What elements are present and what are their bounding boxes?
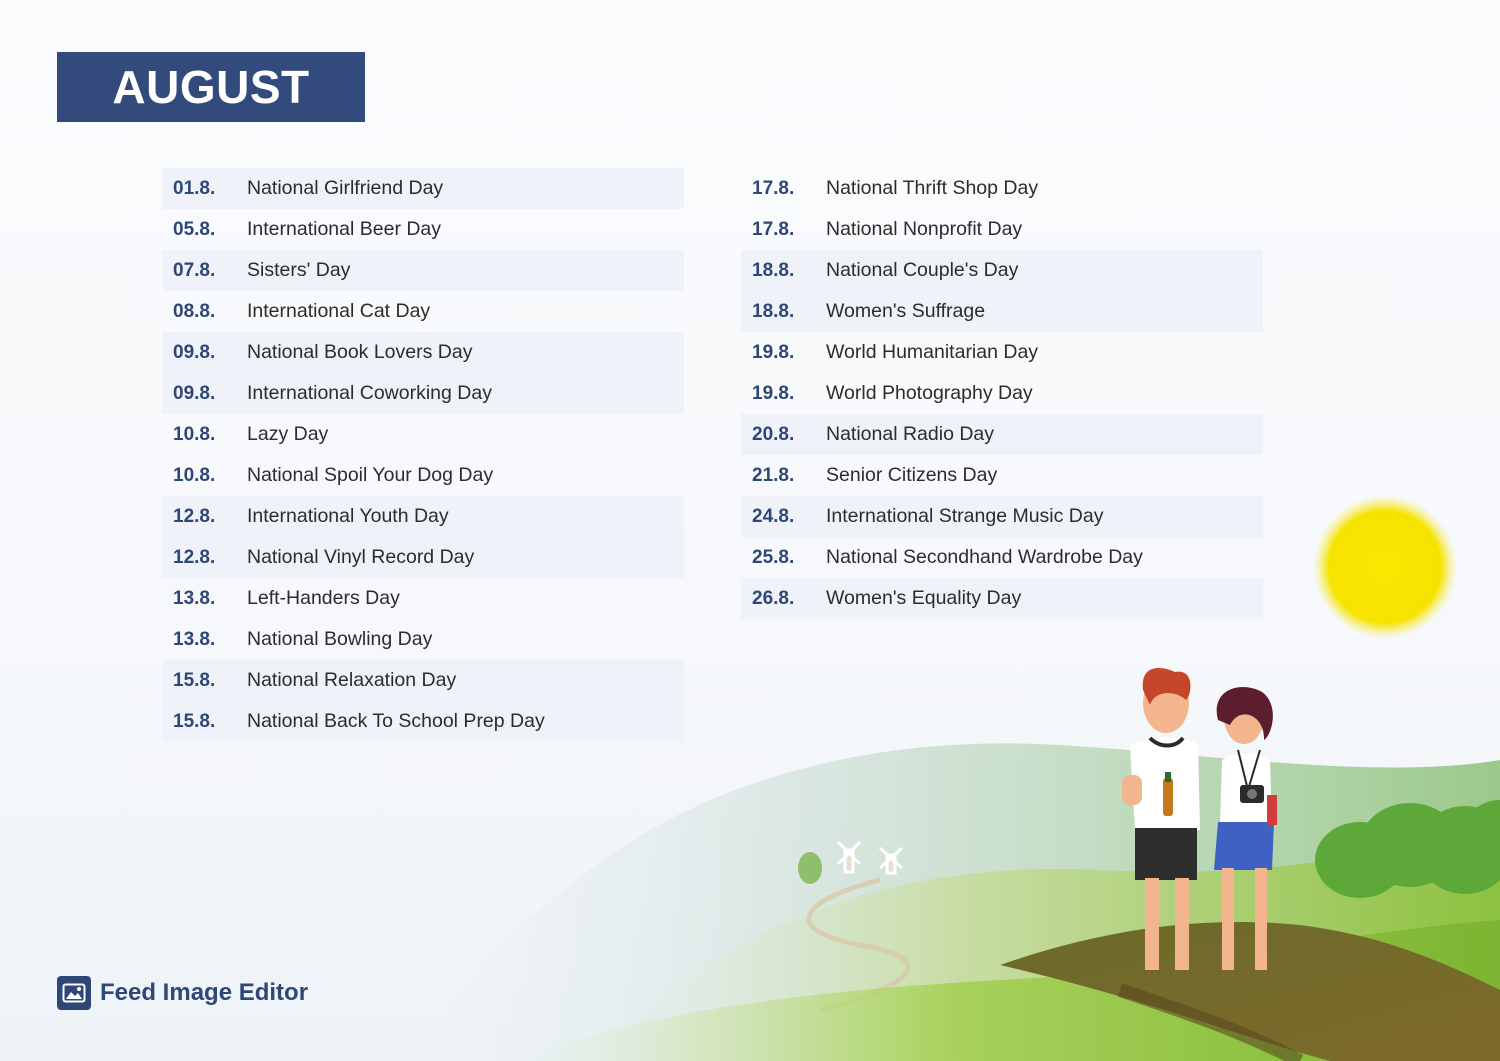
holiday-date: 24.8.: [752, 505, 795, 527]
holiday-date: 10.8.: [173, 464, 216, 486]
image-icon: [57, 976, 91, 1010]
list-item: [741, 332, 1263, 373]
holiday-name: National Book Lovers Day: [247, 341, 473, 363]
holiday-name: National Relaxation Day: [247, 669, 457, 691]
holiday-name: National Secondhand Wardrobe Day: [826, 546, 1143, 568]
holiday-date: 21.8.: [752, 464, 795, 486]
left-holiday-list: [162, 168, 684, 742]
sun: [1313, 495, 1457, 639]
holiday-date: 08.8.: [173, 300, 216, 322]
holiday-name: International Cat Day: [247, 300, 431, 322]
holiday-name: National Couple's Day: [826, 259, 1019, 281]
holiday-name: National Bowling Day: [247, 628, 433, 650]
list-item: [162, 578, 684, 619]
list-item: [162, 332, 684, 373]
holiday-name: National Back To School Prep Day: [247, 710, 545, 732]
holiday-date: 20.8.: [752, 423, 795, 445]
holiday-date: 25.8.: [752, 546, 795, 568]
right-holiday-list: [741, 168, 1263, 619]
holiday-name: National Thrift Shop Day: [826, 177, 1039, 199]
list-item: [162, 209, 684, 250]
holiday-name: National Girlfriend Day: [247, 177, 444, 199]
list-item: [162, 496, 684, 537]
holiday-date: 26.8.: [752, 587, 795, 609]
holiday-date: 09.8.: [173, 382, 216, 404]
holiday-date: 17.8.: [752, 177, 795, 199]
list-item: [741, 250, 1263, 291]
holiday-name: International Youth Day: [247, 505, 449, 527]
holiday-name: Sisters' Day: [247, 259, 351, 281]
list-item: [741, 291, 1263, 332]
holiday-name: National Vinyl Record Day: [247, 546, 475, 568]
holiday-date: 18.8.: [752, 300, 795, 322]
list-item: [162, 291, 684, 332]
list-item: [162, 373, 684, 414]
holiday-name: World Humanitarian Day: [826, 341, 1039, 363]
holiday-date: 12.8.: [173, 505, 216, 527]
brand-name: Feed Image Editor: [100, 979, 309, 1006]
holiday-date: 09.8.: [173, 341, 216, 363]
holiday-date: 05.8.: [173, 218, 216, 240]
holiday-date: 18.8.: [752, 259, 795, 281]
holiday-date: 12.8.: [173, 546, 216, 568]
holiday-name: Left-Handers Day: [247, 587, 400, 609]
holiday-name: Women's Suffrage: [826, 300, 986, 322]
list-item: [741, 455, 1263, 496]
list-item: [162, 619, 684, 660]
holiday-name: National Radio Day: [826, 423, 995, 445]
holiday-name: Senior Citizens Day: [826, 464, 998, 486]
holiday-name: International Beer Day: [247, 218, 442, 240]
holiday-date: 15.8.: [173, 710, 216, 732]
holiday-date: 07.8.: [173, 259, 216, 281]
holiday-name: International Strange Music Day: [826, 505, 1104, 527]
holiday-date: 13.8.: [173, 587, 216, 609]
holiday-name: Women's Equality Day: [826, 587, 1022, 609]
holiday-date: 19.8.: [752, 341, 795, 363]
list-item: [162, 168, 684, 209]
month-title: AUGUST: [57, 52, 365, 122]
list-item: [741, 496, 1263, 537]
holiday-name: International Coworking Day: [247, 382, 492, 404]
list-item: [741, 168, 1263, 209]
list-item: [162, 250, 684, 291]
list-item: [741, 537, 1263, 578]
holiday-date: 15.8.: [173, 669, 216, 691]
list-item: [741, 373, 1263, 414]
holiday-date: 10.8.: [173, 423, 216, 445]
list-item: [741, 414, 1263, 455]
holiday-date: 01.8.: [173, 177, 216, 199]
list-item: [162, 455, 684, 496]
list-item: [741, 578, 1263, 619]
holiday-date: 13.8.: [173, 628, 216, 650]
holiday-name: Lazy Day: [247, 423, 329, 445]
list-item: [162, 414, 684, 455]
list-item: [162, 537, 684, 578]
holiday-name: National Spoil Your Dog Day: [247, 464, 494, 486]
list-item: [162, 701, 684, 742]
holiday-date: 19.8.: [752, 382, 795, 404]
holiday-name: World Photography Day: [826, 382, 1033, 404]
brand-logo: [57, 975, 308, 1011]
list-item: [741, 209, 1263, 250]
holiday-name: National Nonprofit Day: [826, 218, 1023, 240]
holiday-date: 17.8.: [752, 218, 795, 240]
list-item: [162, 660, 684, 701]
